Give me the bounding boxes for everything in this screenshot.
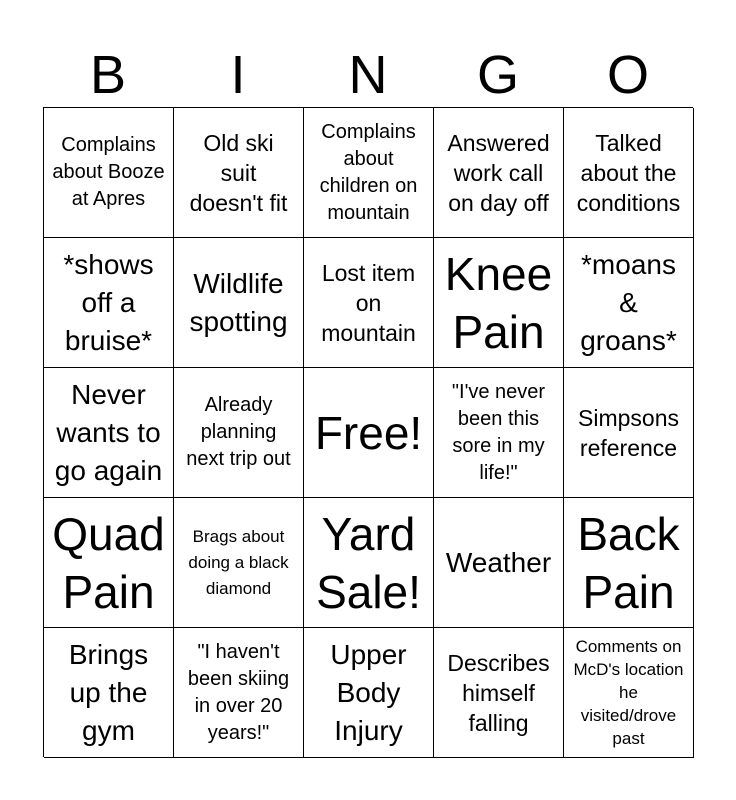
header-letter-o: O [606,45,649,105]
header-letter-i: I [230,45,246,105]
bingo-header [43,44,693,106]
cell-text: Comments on McD's location he visited/drove past [573,637,684,748]
cell-text: Yard Sale! [316,507,421,618]
cell-text: Weather [445,546,552,578]
cell-text: "I haven't been skiing in over 20 years!" [187,640,290,744]
cell-text: Back Pain [577,507,680,618]
cell-text: Complains about children on mountain [319,120,418,224]
cell-text: Brags about doing a black diamond [188,526,289,598]
cell-text: Simpsons reference [578,404,679,461]
cell-text: Brings up the gym [68,638,149,746]
bingo-cell[interactable] [44,498,174,628]
free-space[interactable] [304,368,434,498]
bingo-card [43,107,693,757]
cell-text: Lost item on mountain [321,259,416,346]
bingo-cell[interactable] [564,108,694,238]
bingo-cell[interactable] [304,238,434,368]
bingo-cell[interactable] [174,498,304,628]
bingo-cell[interactable] [174,238,304,368]
bingo-cell[interactable] [304,628,434,758]
bingo-cell[interactable] [44,108,174,238]
header-letter-n: N [348,45,388,105]
cell-text: *shows off a bruise* [63,248,154,356]
bingo-cell[interactable] [304,108,434,238]
header-letter-g: G [476,45,519,105]
cell-text: *moans & groans* [580,248,677,356]
cell-text: Already planning next trip out [186,394,291,470]
bingo-cell[interactable] [304,498,434,628]
bingo-cell[interactable] [44,628,174,758]
cell-text: Describes himself falling [447,649,550,736]
bingo-cell[interactable] [434,498,564,628]
cell-text: Knee Pain [444,247,553,358]
cell-text: Quad Pain [52,507,165,618]
bingo-cell[interactable] [174,108,304,238]
cell-text: Talked about the conditions [576,129,681,216]
bingo-cell[interactable] [174,368,304,498]
cell-text: Old ski suit doesn't fit [189,129,288,216]
cell-text: Never wants to go again [54,378,163,486]
bingo-cell[interactable] [564,628,694,758]
bingo-cell[interactable] [174,628,304,758]
bingo-cell[interactable] [434,238,564,368]
bingo-cell[interactable] [564,368,694,498]
bingo-cell[interactable] [564,238,694,368]
bingo-cell[interactable] [434,628,564,758]
cell-text: Free! [314,406,423,459]
header-letter-b: B [89,45,127,105]
bingo-cell[interactable] [44,368,174,498]
bingo-cell[interactable] [434,108,564,238]
bingo-cell[interactable] [564,498,694,628]
cell-text: Complains about Booze at Apres [52,134,165,210]
cell-text: Wildlife spotting [189,267,288,337]
cell-text: "I've never been this sore in my life!" [451,380,546,484]
cell-text: Upper Body Injury [330,638,407,746]
bingo-cell[interactable] [434,368,564,498]
bingo-cell[interactable] [44,238,174,368]
cell-text: Answered work call on day off [447,129,550,216]
